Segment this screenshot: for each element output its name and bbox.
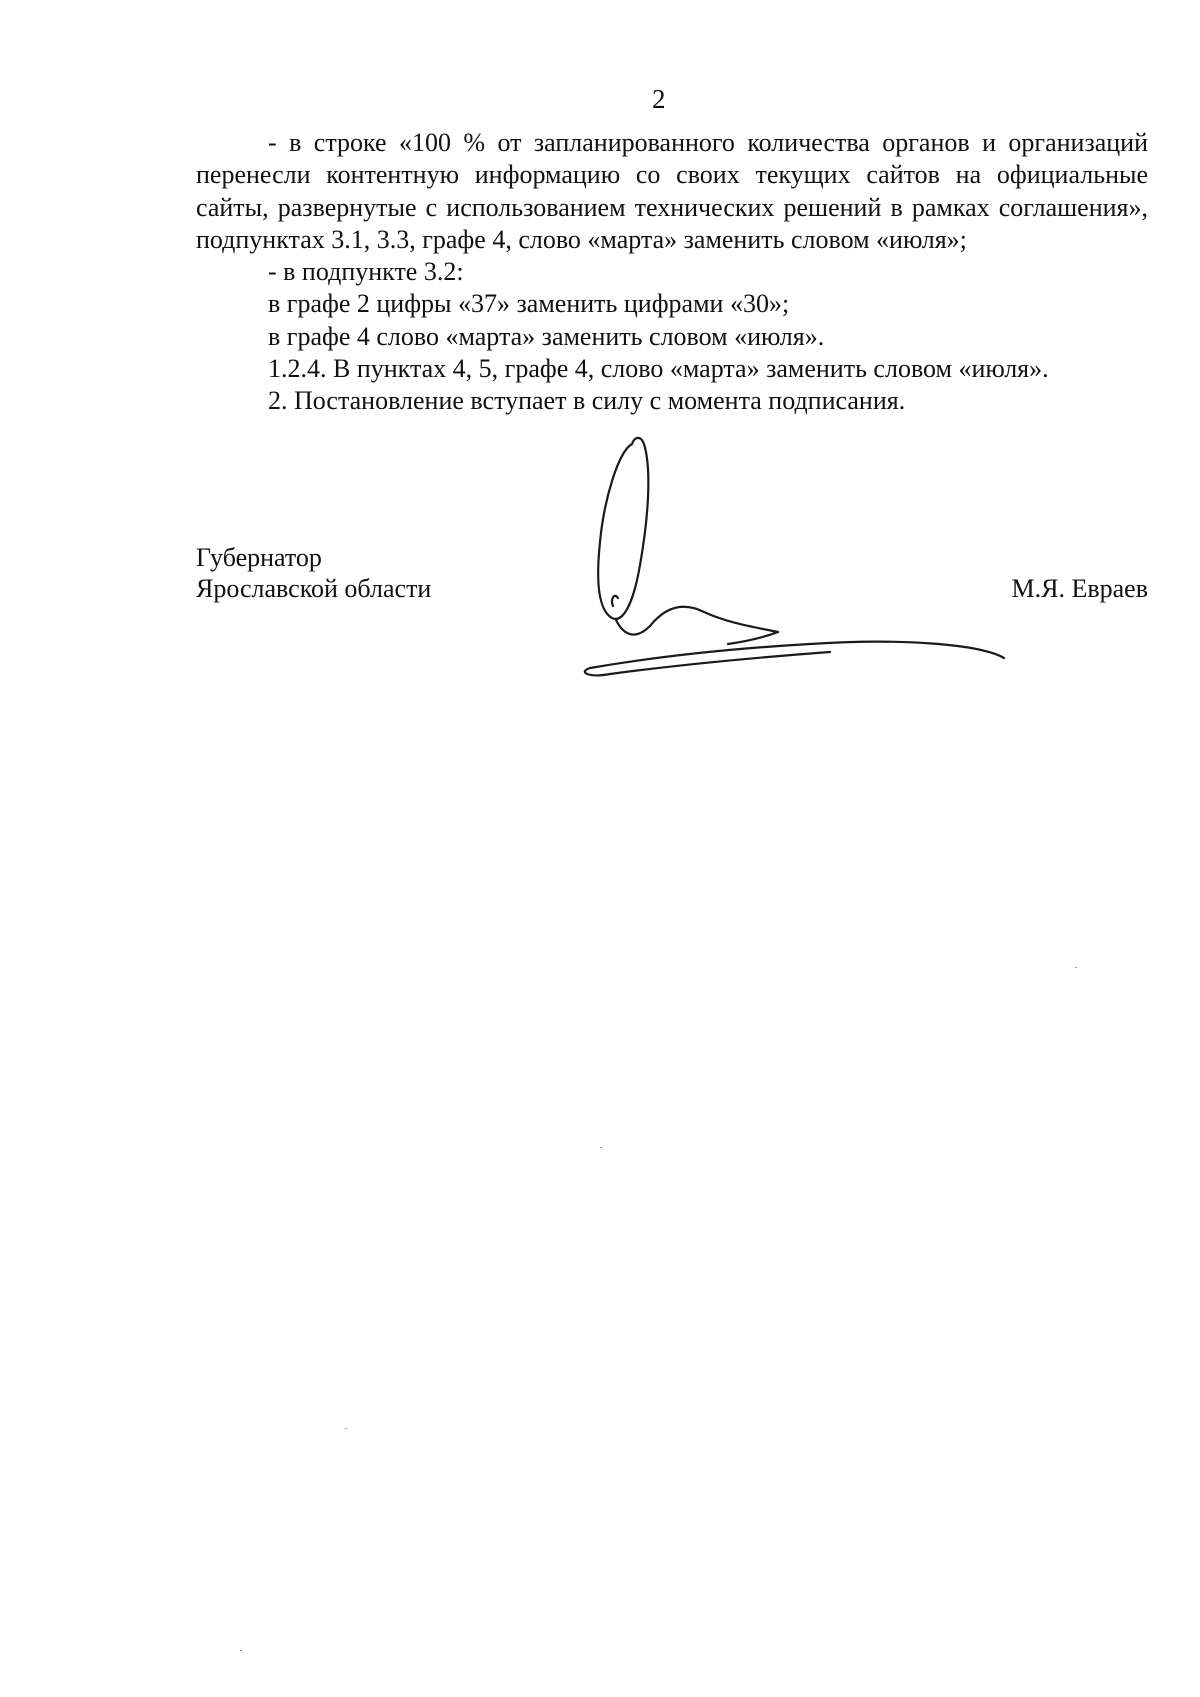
document-body <box>196 127 1148 418</box>
page-number: 2 <box>652 84 666 114</box>
paragraph-subpoint-3-2: - в подпункте 3.2: <box>268 257 464 287</box>
signer-position-line1: Губернатор <box>196 543 322 572</box>
paragraph-1-2-4: 1.2.4. В пунктах 4, 5, графе 4, слово «марта» заменить словом «июля». <box>268 354 1049 384</box>
scan-speck <box>345 1428 347 1429</box>
paragraph-line-replacement: - в строке «100 % от запланированного количества органов и организаций перенесли контентную информацию со своих текущих сайтов на официальные сайты, развернутые с использованием технических решений в рамках соглашения», подпунктах 3.1, 3.3, графе 4, слово «марта» заменить словом «июля»; <box>196 128 1148 254</box>
scan-speck <box>600 1147 602 1148</box>
paragraph-column-2: в графе 2 цифры «37» заменить цифрами «30»; <box>268 289 790 319</box>
signer-position-line2: Ярославской области <box>196 574 432 603</box>
scan-speck <box>1075 967 1077 968</box>
scan-speck <box>240 1650 242 1651</box>
paragraph-column-4: в графе 4 слово «марта» заменить словом «июля». <box>268 321 825 351</box>
handwritten-signature <box>580 430 1020 700</box>
paragraph-effective-date: 2. Постановление вступает в силу с момента подписания. <box>268 386 906 416</box>
signer-name: М.Я. Евраев <box>1011 574 1148 603</box>
signer-position <box>196 542 431 604</box>
